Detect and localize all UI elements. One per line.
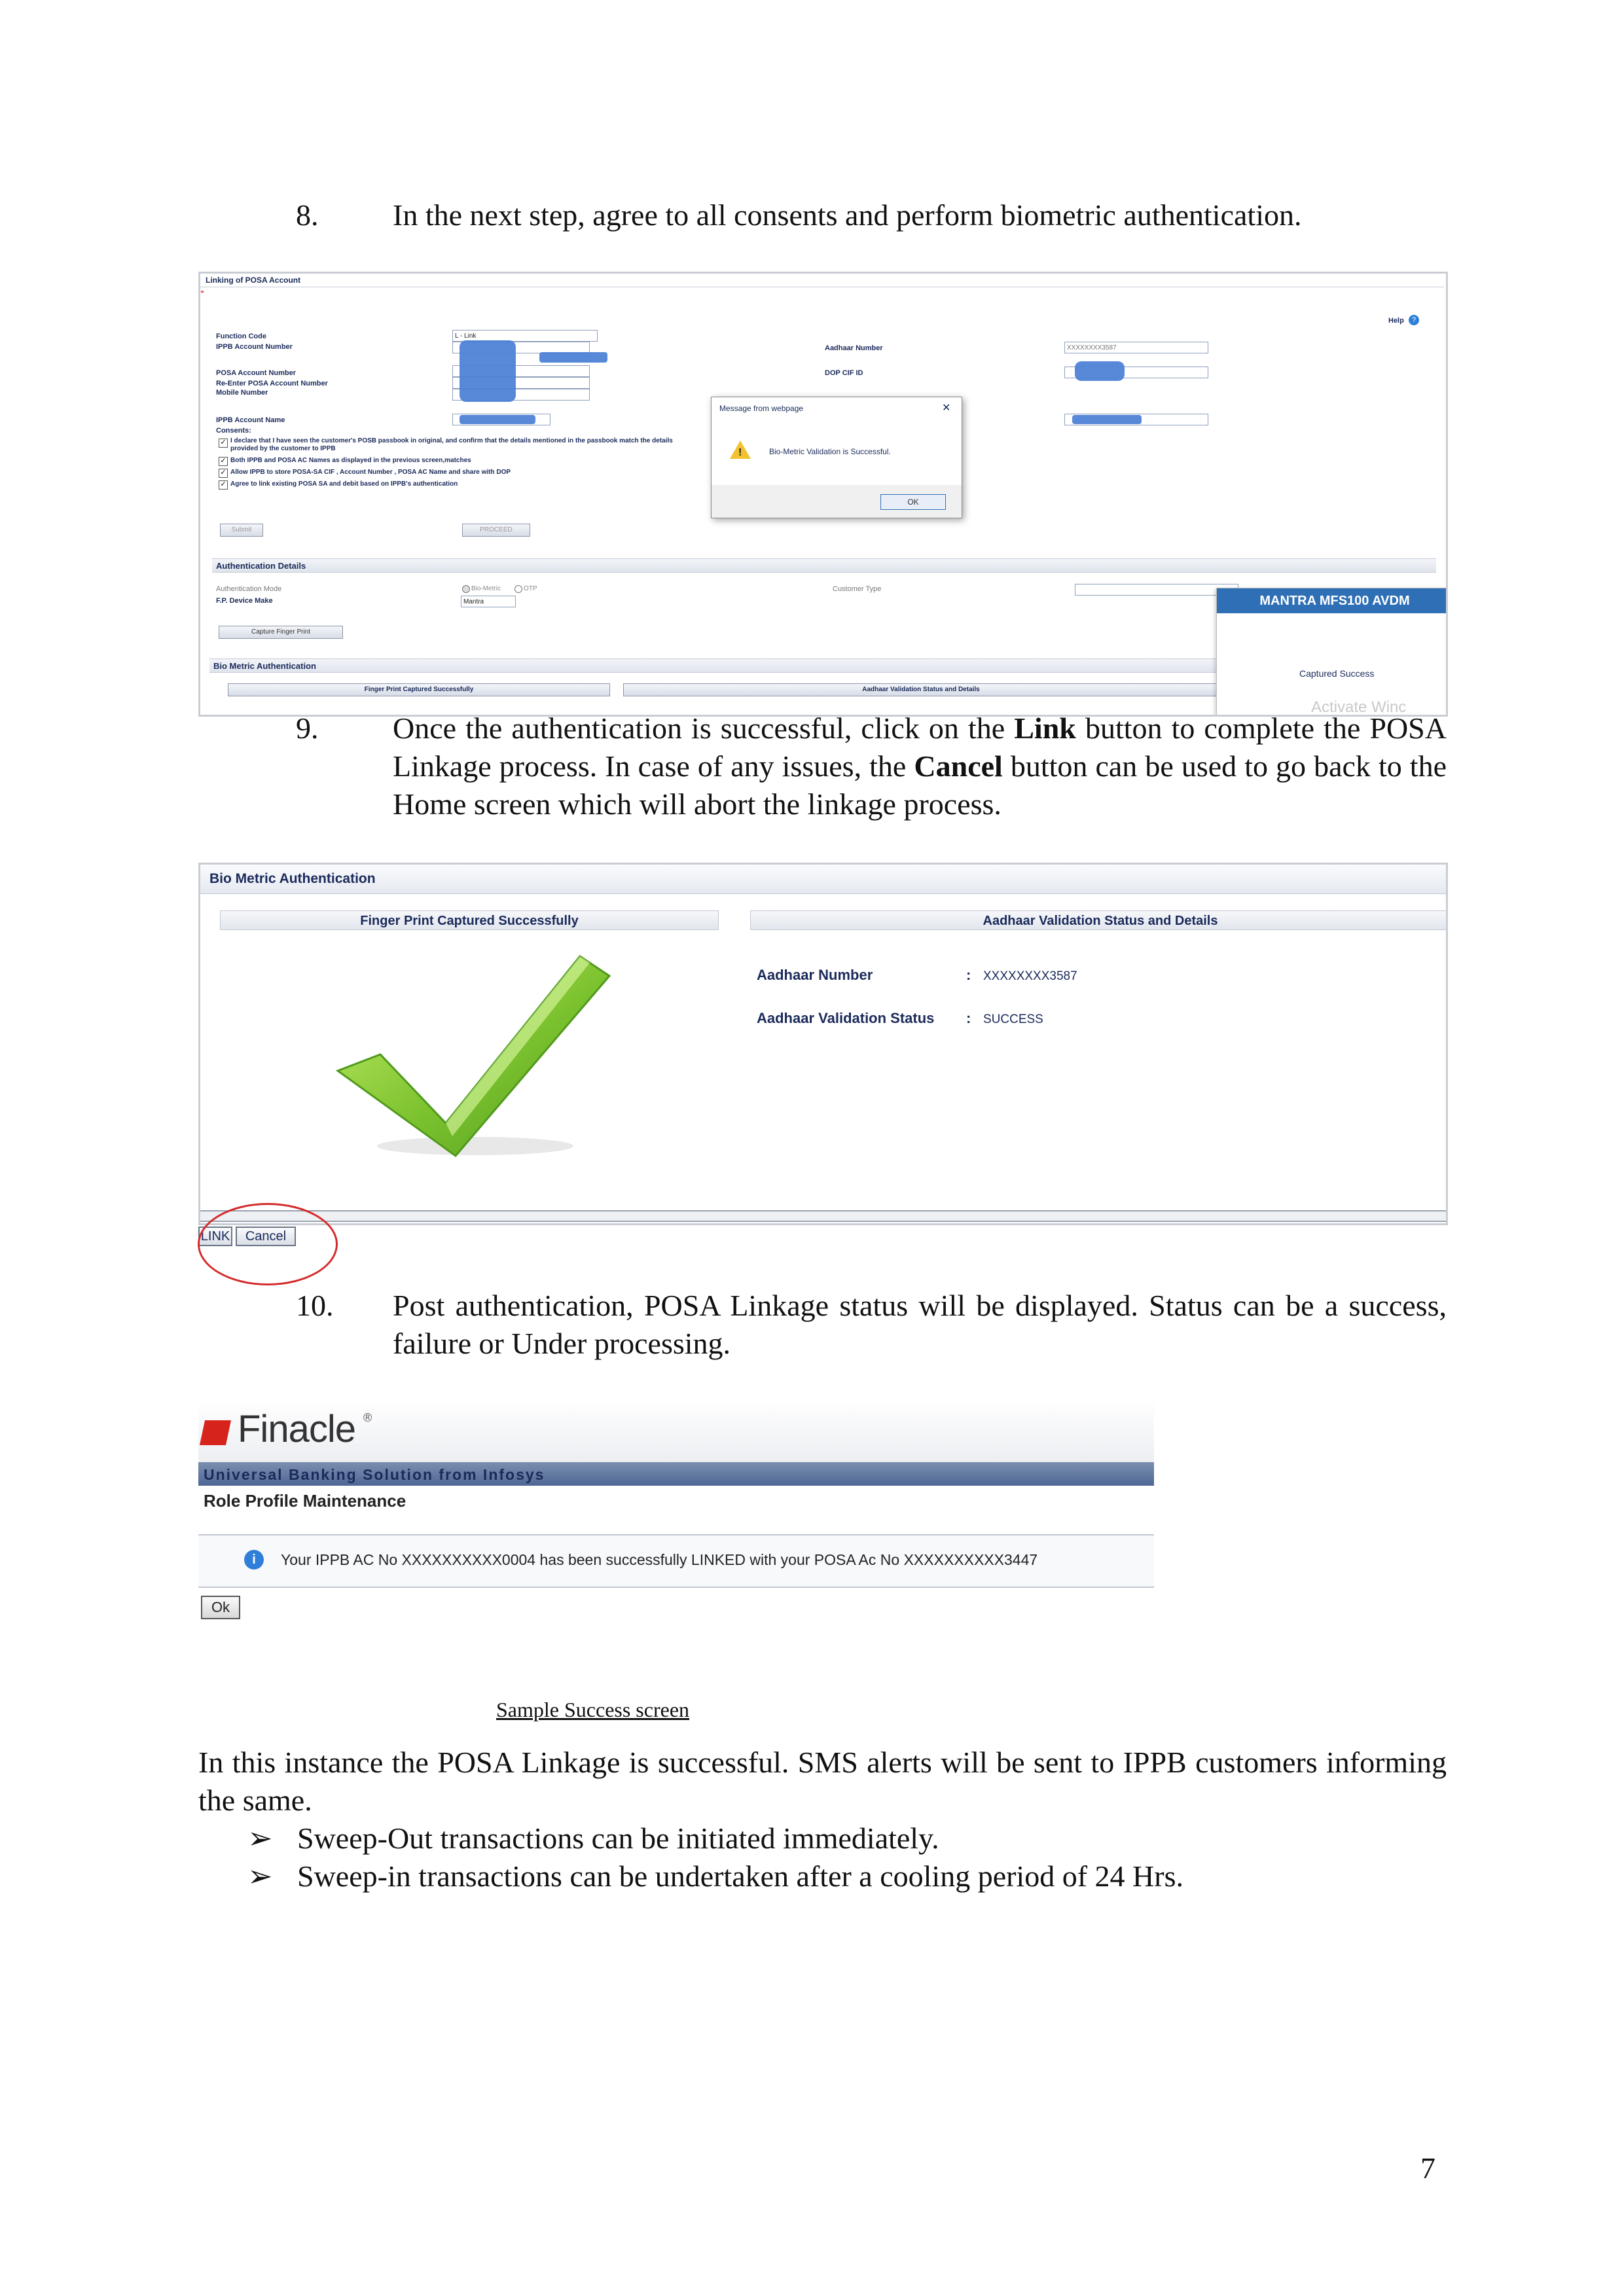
function-code-label: Function Code [216,332,266,340]
mantra-status: Captured Success [1299,668,1375,679]
bullet-item: Sweep-Out transactions can be initiated immediately. [297,1821,939,1855]
redaction-mark [460,415,535,424]
fp-captured-header: Finger Print Captured Successfully [220,910,719,930]
posa-account-number-label: POSA Account Number [216,369,297,377]
auth-mode-label: Authentication Mode [216,585,282,593]
consent-text: I declare that I have seen the customer's POSB passbook in original, and confirm that the details mentioned in the passbook match the details provided by the customer to IPPB [230,437,673,452]
redaction-mark [460,340,516,402]
figure-caption: Sample Success screen [496,1698,690,1721]
consent-text: Agree to link existing POSA SA and debit based on IPPB's authentication [230,480,458,488]
cancel-keyword: Cancel [914,749,1003,783]
radio-otp[interactable] [514,585,522,593]
summary-paragraph: In this instance the POSA Linkage is successful. SMS alerts will be sent to IPPB customers informing the same. [198,1746,1447,1817]
mobile-number-label: Mobile Number [216,389,268,397]
dialog-message: Bio-Metric Validation is Successful. [769,447,891,456]
submit-button[interactable]: Submit [220,524,263,537]
screenshot-finacle-success [198,1399,1154,1635]
validation-status-value: SUCCESS [983,1013,1043,1026]
capture-fingerprint-button[interactable]: Capture Finger Print [219,626,343,639]
step-text: Post authentication, POSA Linkage status will be displayed. Status can be a success, failure or Under processing. [393,1289,1447,1360]
screenshot-biometric-result: Bio Metric Authentication Finger Print Captured Successfully Aadhaar Validation Status and Details Aadhaar Number : XXXXXXXX3587 Aadhaar Validation Status : SUCCESS [198,863,1448,1225]
redaction-mark [539,352,607,363]
consent-checkbox[interactable]: ✓ [219,457,228,466]
aadhaar-status-header: Aadhaar Validation Status and Details [750,910,1448,930]
dialog-title: Message from webpage [719,404,804,413]
radio-label: Bio-Metric [471,585,501,592]
success-message: Your IPPB AC No XXXXXXXXXX0004 has been successfully LINKED with your POSA Ac No XXXXXXXXXX3447 [281,1551,1038,1568]
page-number: 7 [1420,2151,1435,2185]
aadhaar-status-header: Aadhaar Validation Status and Details [623,683,1219,696]
step-number: 10. [296,1289,334,1322]
ippb-account-number-label: IPPB Account Number [216,343,293,351]
cancel-button[interactable]: Cancel [236,1227,296,1246]
consents-label: Consents: [216,427,251,435]
step-text: Once the authentication is successful, click on the Link button to complete the POSA Linkage process. In case of any issues, the Cancel button can be used to go back to the Home screen which will abort the linkage process. [393,711,1447,821]
form-title: Linking of POSA Account [206,276,301,285]
link-button[interactable]: LINK [198,1227,232,1246]
bullet-icon: ➢ [247,1821,273,1855]
step-number: 8. [296,198,319,232]
radio-label: OTP [524,585,537,592]
consent-text: Allow IPPB to store POSA-SA CIF , Account Number , POSA AC Name and share with DOP [230,469,511,476]
watermark: Activate Winc [1311,698,1407,716]
help-link[interactable]: Help [1388,317,1404,325]
aadhaar-number-label: Aadhaar Number [757,967,873,983]
step-number: 9. [296,711,319,745]
trademark: ® [363,1411,372,1424]
proceed-button[interactable]: PROCEED [462,524,530,537]
device-make-select[interactable]: Mantra [461,596,516,607]
fp-captured-header: Finger Print Captured Successfully [228,683,610,696]
bio-auth-title: Bio Metric Authentication [209,871,376,886]
step-text: In the next step, agree to all consents and perform biometric authentication. [393,198,1302,232]
redaction-mark [1075,361,1125,381]
dialog-ok-button[interactable]: OK [880,494,946,510]
consent-checkbox[interactable]: ✓ [219,480,228,490]
aadhaar-number-value: XXXXXXXX3587 [983,969,1077,983]
info-icon: i [244,1550,264,1570]
close-icon[interactable]: ✕ [942,403,951,414]
validation-status-label: Aadhaar Validation Status [757,1010,935,1026]
success-checkmark-icon [331,950,619,1166]
consent-checkbox[interactable]: ✓ [219,469,228,478]
bullet-item: Sweep-in transactions can be undertaken after a cooling period of 24 Hrs. [297,1859,1183,1893]
function-code-select[interactable]: L - Link [452,330,598,342]
bullet-icon: ➢ [247,1859,273,1893]
ok-button[interactable]: Ok [201,1596,240,1619]
radio-biometric[interactable] [462,585,470,593]
finacle-brand: Finacle [238,1408,355,1450]
consent-text: Both IPPB and POSA AC Names as displayed in the previous screen,matches [230,457,471,464]
screenshot-linking-form [198,272,1448,717]
aadhaar-number-input[interactable]: XXXXXXXX3587 [1064,342,1208,353]
message-dialog: Message from webpage ✕ ! Bio-Metric Validation is Successful. OK [711,397,962,518]
redaction-mark [1072,415,1142,424]
tagline: Universal Banking Solution from Infosys [204,1466,545,1483]
reenter-posa-label: Re-Enter POSA Account Number [216,380,328,387]
customer-type-input[interactable] [1075,584,1238,596]
dop-cif-label: DOP CIF ID [825,369,863,377]
customer-type-label: Customer Type [833,585,882,593]
ippb-account-name-label: IPPB Account Name [216,416,285,424]
page-title: Role Profile Maintenance [204,1491,406,1511]
mantra-popup [1216,588,1448,717]
finacle-logo-icon [200,1420,231,1445]
mantra-title: MANTRA MFS100 AVDM [1217,588,1448,613]
bio-auth-header: Bio Metric Authentication [209,658,1427,673]
link-keyword: Link [1014,711,1076,745]
device-make-label: F.P. Device Make [216,597,273,605]
consent-checkbox[interactable]: ✓ [219,439,228,448]
aadhaar-number-label: Aadhaar Number [825,344,883,352]
auth-details-header: Authentication Details [212,558,1436,573]
help-icon[interactable]: ? [1409,315,1419,325]
required-marker: * [200,288,204,297]
highlight-circle [198,1203,338,1285]
